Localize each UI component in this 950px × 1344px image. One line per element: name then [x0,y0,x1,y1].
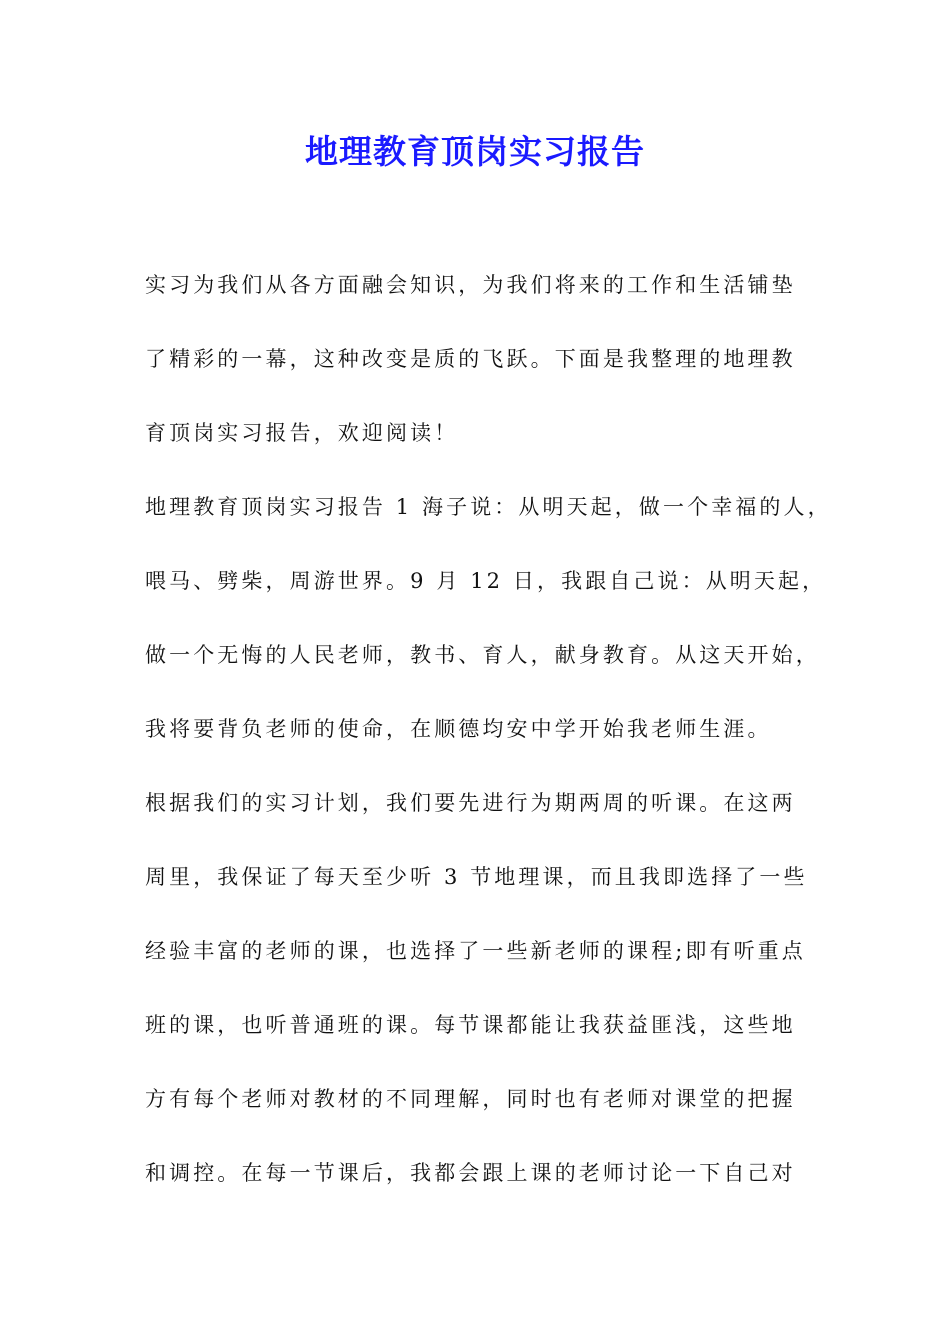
text-line: 方有每个老师对教材的不同理解，同时也有老师对课堂的把握 [145,1087,796,1111]
text-line: 我将要背负老师的使命，在顺德均安中学开始我老师生涯。 [145,717,772,741]
document-title: 地理教育顶岗实习报告 [305,132,645,171]
text-line: 地理教育顶岗实习报告 1 海子说：从明天起，做一个幸福的人， [145,495,832,519]
text-line: 周里，我保证了每天至少听 3 节地理课，而且我即选择了一些 [145,865,808,889]
text-line: 做一个无悔的人民老师，教书、育人，献身教育。从这天开始， [145,643,820,667]
text-line: 了精彩的一幕，这种改变是质的飞跃。下面是我整理的地理教 [145,347,796,371]
text-line: 育顶岗实习报告，欢迎阅读！ [145,421,459,445]
text-line: 喂马、劈柴，周游世界。9 月 12 日，我跟自己说：从明天起， [145,569,827,593]
document-body [145,261,835,1223]
text-line: 经验丰富的老师的课，也选择了一些新老师的课程;即有听重点 [145,939,806,963]
text-line: 和调控。在每一节课后，我都会跟上课的老师讨论一下自己对 [145,1161,796,1185]
text-line: 根据我们的实习计划，我们要先进行为期两周的听课。在这两 [145,791,796,815]
text-line: 实习为我们从各方面融会知识，为我们将来的工作和生活铺垫 [145,273,796,297]
text-line: 班的课，也听普通班的课。每节课都能让我获益匪浅，这些地 [145,1013,796,1037]
